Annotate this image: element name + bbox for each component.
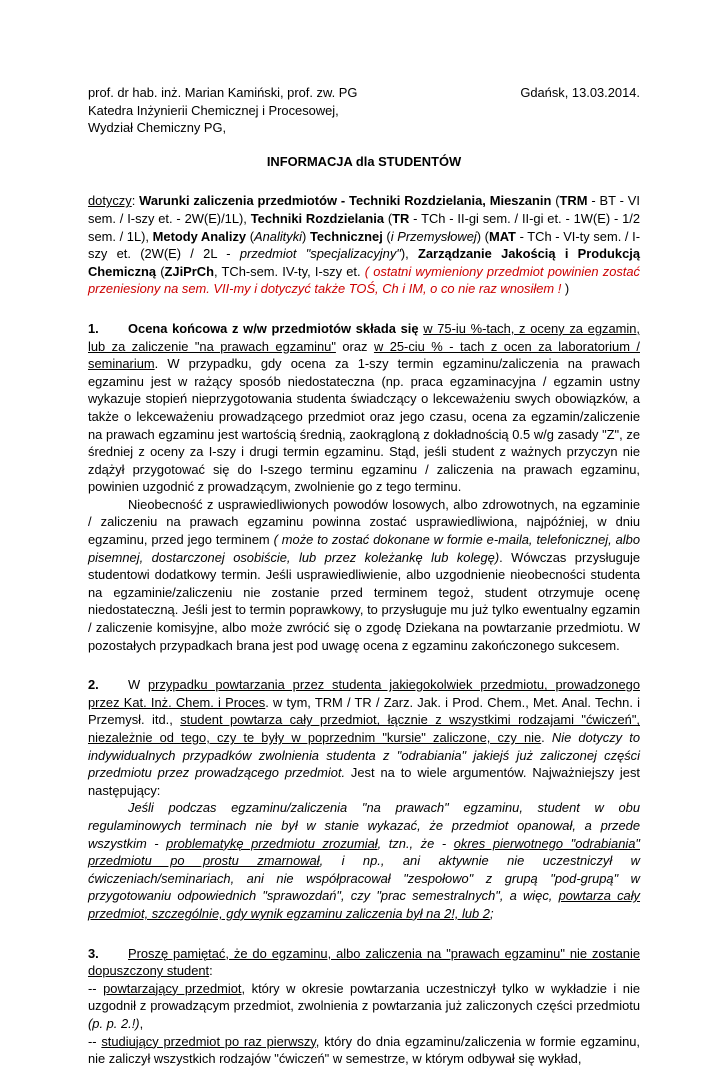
intro-text: ) ( xyxy=(476,228,489,244)
intro-bold: ZJiPrCh xyxy=(164,263,214,279)
section-text: , który do dnia egzaminu/zaliczenia w formie egzaminu, nie zaliczył wszystkich rodzajów "ćwiczeń" w semestrze, w którym odbywał się wykład, xyxy=(88,1033,640,1067)
intro-text: - BT - VI sem. / I-szy et. - 2W(E)/1L), xyxy=(88,193,640,226)
faculty-line: Wydział Chemiczny PG, xyxy=(88,120,227,136)
section-underline: Proszę pamiętać, że do egzaminu, albo zaliczenia na "prawach egzaminu" nie zostanie dopuszczony student xyxy=(88,945,640,979)
section-1-heading: Ocena końcowa z w/w przedmiotów składa się xyxy=(128,320,419,336)
intro-text: ( xyxy=(156,263,165,279)
intro-text: ) xyxy=(564,281,570,297)
intro-italic: przedmiot "specjalizacyjny" xyxy=(239,246,401,262)
intro-red-note: ( ostatni wymieniony przedmiot powinien zostać przeniesiony na sem. VII-my i dotyczyć także TOŚ, Ch i IM, o co nie raz wnosiłem ! xyxy=(88,263,641,297)
intro-bold: TRM xyxy=(559,193,588,209)
section-3 xyxy=(88,945,640,1068)
section-text: , który w okresie powtarzania uczestniczył tylko w wykładzie i nie uzgodnił z prowadzącym przedmiot, zwolnienia z powtarzania już zaliczonych części przedmiotu xyxy=(88,980,640,1014)
intro-text: - TCh - II-gi sem. / II-gi et. - 1W(E) - 1/2 sem. / 1L), xyxy=(88,210,641,244)
section-text: . w tym, TRM / TR / Zarz. Jak. i Prod. Chem., Met. Anal. Techn. i Przemysł. itd., xyxy=(88,694,640,728)
section-italic: Nie dotyczy to indywidualnych przypadków zwolnienia studenta z "odrabiania" jakiejś już zaliczonej części przedmiotu przez prowadzącego przedmiot. xyxy=(88,730,640,781)
section-italic: ( może to zostać dokonane w formie e-maila, telefonicznej, albo pisemnej, dostarczonej osobiście, lub przez koleżankę lub kolegę) xyxy=(88,532,640,565)
section-2-paragraph-1 xyxy=(88,676,640,799)
date-line: Gdańsk, 13.03.2014. xyxy=(520,85,640,100)
intro-text: ( xyxy=(246,228,255,244)
intro-bold: MAT xyxy=(488,228,516,244)
section-number: 2. xyxy=(88,677,99,693)
intro-text: ( xyxy=(551,193,560,209)
author-line: prof. dr hab. inż. Marian Kamiński, prof. zw. PG xyxy=(88,85,358,100)
intro-bold: Metody Analizy xyxy=(152,228,247,244)
section-text: . W przypadku, gdy ocena za 1-szy termin egzaminu/zaliczenia na prawach egzaminu jest w rażący sposób niedostateczna (np. praca egzaminacyjna / egzamin ustny wykazuje stopień nieprzygotowania studenta świadczący o lekceważeniu swych obowiązków, a także o lekceważeniu prowadzącego przedmiot oraz jego czasu, ocena za egzamin/zaliczenie na prawach egzaminu jest wartością średnią, zaokrągloną z dokładnością 0.5 w/g zasady "Z", ze średniej z oceny za I-szy i drugi termin egzaminu. Stąd, jeśli student z ważnych przyczyn nie zdążył przygotować się do I-szego terminu egzaminu / zaliczenia na prawach egzaminu, powinien uzgodnić z prowadzącym, zwolnienie go z tego terminu. xyxy=(88,356,640,495)
intro-bold: Technicznej xyxy=(309,228,383,244)
section-3-paragraph-1 xyxy=(88,945,640,980)
section-underline: problematykę przedmiotu zrozumiał xyxy=(166,835,378,851)
section-3-list-item-2 xyxy=(88,1033,640,1068)
section-2 xyxy=(88,676,640,922)
section-1-paragraph-2 xyxy=(88,496,640,654)
intro-paragraph xyxy=(88,192,640,298)
section-text: Nieobecność z usprawiedliwionych powodów losowych, albo zdrowotnych, na egzaminie / zaliczeniu na prawach egzaminu powinna zostać usprawiedliwiona, najpóźniej, w dniu egzaminu, przed jego terminem xyxy=(88,496,640,548)
section-1 xyxy=(88,320,640,654)
document-title: INFORMACJA dla STUDENTÓW xyxy=(266,153,462,169)
section-number: 3. xyxy=(88,945,99,961)
intro-bold: Zarządzanie Jakością i Produkcją Chemiczną xyxy=(88,246,640,279)
department-line: Katedra Inżynierii Chemicznej i Procesowej, xyxy=(88,102,339,118)
section-underline: okres pierwotnego "odrabiania" przedmiotu po prostu zmarnował xyxy=(88,835,640,869)
intro-dotyczy: dotyczy xyxy=(88,193,132,209)
intro-text: : xyxy=(131,193,140,209)
section-text: : xyxy=(209,963,213,979)
list-dash: -- xyxy=(88,1033,102,1049)
section-text: , xyxy=(139,1015,144,1031)
intro-text: , TCh-sem. IV-ty, I-szy et. xyxy=(213,263,365,279)
section-text: . xyxy=(541,730,552,745)
section-2-paragraph-2 xyxy=(88,799,640,922)
section-underline: w 75-iu %-tach, z oceny za egzamin, lub za zaliczenie "na prawach egzaminu" xyxy=(88,320,640,354)
section-italic: (p. p. 2.!) xyxy=(88,1015,140,1031)
section-1-paragraph-1 xyxy=(88,320,640,496)
document-page xyxy=(88,84,640,1068)
section-text: oraz xyxy=(335,338,374,354)
section-underline: przypadku powtarzania przez studenta jakiegokolwiek przedmiotu, prowadzonego przez Kat. Inż. Chem. i Proces xyxy=(88,677,641,710)
section-text: ; xyxy=(489,905,494,921)
section-underline: student powtarza cały przedmiot, łącznie z wszystkimi rodzajami "ćwiczeń", niezależnie od tego, czy te były w poprzednim "kursie" zaliczone, czy nie xyxy=(88,712,640,745)
section-text: W xyxy=(128,677,149,693)
letter-header xyxy=(88,84,640,137)
intro-text: ) xyxy=(302,228,310,244)
list-dash: -- xyxy=(88,980,104,996)
section-3-list-item-1 xyxy=(88,980,640,1033)
section-text: , tzn., że - xyxy=(377,835,454,851)
section-number: 1. xyxy=(88,320,99,336)
section-text: , i np., ani aktywnie nie uczestniczył w ćwiczeniach/seminariach, ani nie współpracował "zespołowo" z grupą "pod-grupą" w przygotowaniu odpowiednich "sprawozdań", czy "prac semestralnych", a więc, xyxy=(88,853,640,904)
section-underline: powtarza cały przedmiot, szczególnie, gdy wynik egzaminu zaliczenia był na 2!, lub 2 xyxy=(88,888,641,921)
section-text: . Wówczas przysługuje studentowi dodatkowy termin. Jeśli usprawiedliwienie, albo uzgodnienie nieobecności studenta na egzaminie/zaliczeniu nie zostanie przed terminem tegoż, student otrzymuje ocenę niedostateczną. Jeśli jest to termin poprawkowy, to przysługuje mu już tylko ewentualny egzamin / zaliczenie komisyjne, albo może zwrócić się o zgodę Dziekana na powtarzanie przedmiotu. W pozostałych przypadkach brana jest pod uwagę ocena z egzaminu zakończonego sukcesem. xyxy=(88,549,640,653)
intro-italic: Analityki xyxy=(254,228,303,244)
intro-text: - TCh - VI-ty sem. / I-szy et. (2W(E) / 2L - xyxy=(88,228,641,262)
section-text: Jeśli podczas egzaminu/zaliczenia "na prawach" egzaminu, student w obu regulaminowych terminach nie był w stanie wykazać, że przedmiot opanował, a przede wszystkim - xyxy=(88,800,640,851)
intro-italic: i Przemysłowej xyxy=(390,228,477,244)
section-underline: studiujący przedmiot po raz pierwszy xyxy=(101,1033,316,1049)
section-underline: w 25-ciu % - tach z ocen za laboratorium / seminarium xyxy=(88,338,640,372)
intro-text: ( xyxy=(382,228,391,244)
intro-bold: Techniki Rozdzielania xyxy=(250,210,384,226)
intro-text: ( xyxy=(384,210,393,226)
intro-bold: TR xyxy=(392,210,410,226)
intro-text: ), xyxy=(400,246,419,262)
section-text: Jest na to wiele argumentów. Najważniejszy jest następujący: xyxy=(88,765,640,798)
intro-bold: Warunki zaliczenia przedmiotów - Techniki Rozdzielania, Mieszanin xyxy=(139,193,552,209)
section-underline: powtarzający przedmiot xyxy=(103,980,242,996)
